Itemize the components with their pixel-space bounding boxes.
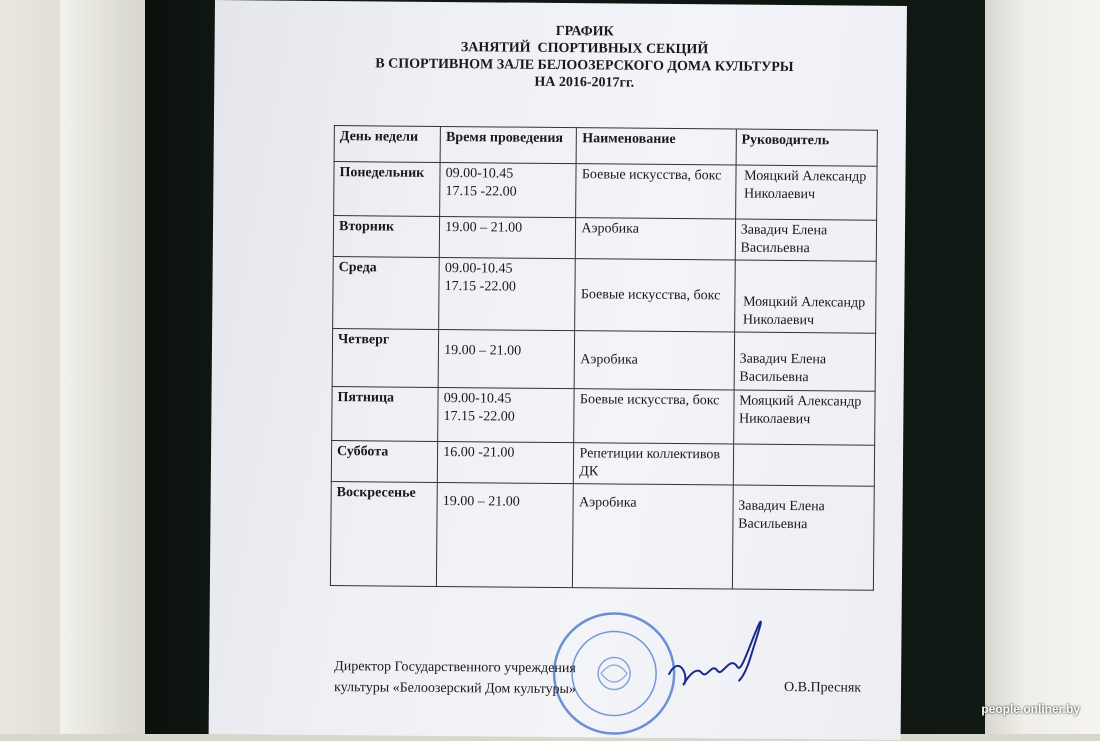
page-title bbox=[274, 21, 895, 94]
cell-day: Суббота bbox=[331, 441, 438, 483]
cell-time bbox=[439, 257, 576, 330]
cell-time bbox=[437, 482, 574, 587]
table-row bbox=[330, 482, 874, 591]
cell-name: Репетиции коллективов ДК bbox=[574, 443, 734, 485]
signature-block bbox=[334, 656, 576, 700]
cell-leader: Завадич Елена Васильевна bbox=[734, 332, 876, 391]
title-line: ЗАНЯТИЙ СПОРТИВНЫХ СЕКЦИЙ bbox=[460, 40, 709, 58]
header-day: День недели bbox=[334, 126, 440, 163]
cell-day: Четверг bbox=[332, 329, 439, 388]
cell-name: Аэробика bbox=[573, 484, 733, 589]
header-time: Время проведения bbox=[440, 126, 577, 163]
cell-time bbox=[438, 387, 575, 442]
time-line: 19.00 – 21.00 bbox=[444, 343, 522, 359]
header-leader: Руководитель bbox=[736, 129, 878, 166]
table-header-row bbox=[334, 126, 877, 167]
cell-name: Боевые искусства, бокс bbox=[576, 164, 736, 219]
time-line: 19.00 – 21.00 bbox=[442, 494, 520, 510]
schedule-sheet bbox=[209, 0, 907, 740]
cell-time bbox=[440, 162, 577, 217]
cell-day: Среда bbox=[333, 257, 440, 330]
title-line: НА 2016-2017гг. bbox=[534, 74, 635, 91]
time-line: 17.15 -22.00 bbox=[443, 409, 515, 425]
cell-name: Аэробика bbox=[576, 218, 736, 260]
header-name: Наименование bbox=[577, 128, 737, 165]
cell-time bbox=[437, 441, 574, 483]
title-line: ГРАФИК bbox=[555, 23, 614, 40]
cell-day: Вторник bbox=[333, 216, 440, 258]
cell-leader bbox=[733, 444, 875, 486]
handwritten-signature-icon bbox=[659, 614, 780, 695]
cell-leader: Мояцкий Александр Николаевич bbox=[735, 165, 877, 220]
cell-day: Понедельник bbox=[334, 162, 441, 217]
signature-title-line: культуры «Белоозерский Дом культуры» bbox=[333, 680, 577, 698]
watermark: people.onliner.by bbox=[981, 702, 1080, 716]
table-row bbox=[331, 441, 874, 487]
stamp-emblem bbox=[598, 657, 630, 689]
time-line: 09.00-10.45 bbox=[443, 391, 512, 407]
time-line: 17.15 -22.00 bbox=[444, 279, 516, 295]
table-row bbox=[333, 216, 876, 262]
cell-name: Боевые искусства, бокс bbox=[574, 389, 734, 444]
time-line: 09.00-10.45 bbox=[445, 166, 514, 182]
time-line: 16.00 -21.00 bbox=[443, 445, 515, 461]
table-row bbox=[332, 329, 875, 392]
time-line: 19.00 – 21.00 bbox=[445, 220, 523, 236]
table-row bbox=[334, 162, 877, 221]
cell-name: Аэробика bbox=[575, 331, 735, 390]
cell-leader: Мояцкий Александр Николаевич bbox=[733, 390, 875, 445]
signature-title-line: Директор Государственного учреждения bbox=[334, 659, 576, 677]
cell-name: Боевые искусства, бокс bbox=[575, 259, 735, 332]
cell-leader: Мояцкий Александр Николаевич bbox=[734, 260, 876, 333]
title-line: В СПОРТИВНОМ ЗАЛЕ БЕЛООЗЕРСКОГО ДОМА КУЛЬТУРЫ bbox=[375, 56, 794, 76]
table-row bbox=[332, 387, 875, 446]
cell-time bbox=[438, 329, 575, 388]
cell-leader: Завадич Елена Васильевна bbox=[732, 485, 874, 590]
schedule-table bbox=[330, 125, 878, 591]
time-line: 17.15 -22.00 bbox=[445, 184, 517, 200]
stamp-inner-ring bbox=[572, 631, 657, 716]
table-row bbox=[333, 257, 877, 334]
signature-stroke bbox=[669, 621, 761, 685]
cell-day: Пятница bbox=[332, 387, 439, 442]
cell-day: Воскресенье bbox=[330, 482, 437, 587]
stamp-emblem-detail bbox=[601, 665, 627, 682]
time-line: 09.00-10.45 bbox=[444, 261, 513, 277]
cell-leader: Завадич Елена Васильевна bbox=[735, 219, 877, 261]
signatory-name: О.В.Пресняк bbox=[783, 679, 862, 696]
cell-time bbox=[439, 216, 576, 258]
window-frame-right bbox=[985, 0, 1100, 734]
